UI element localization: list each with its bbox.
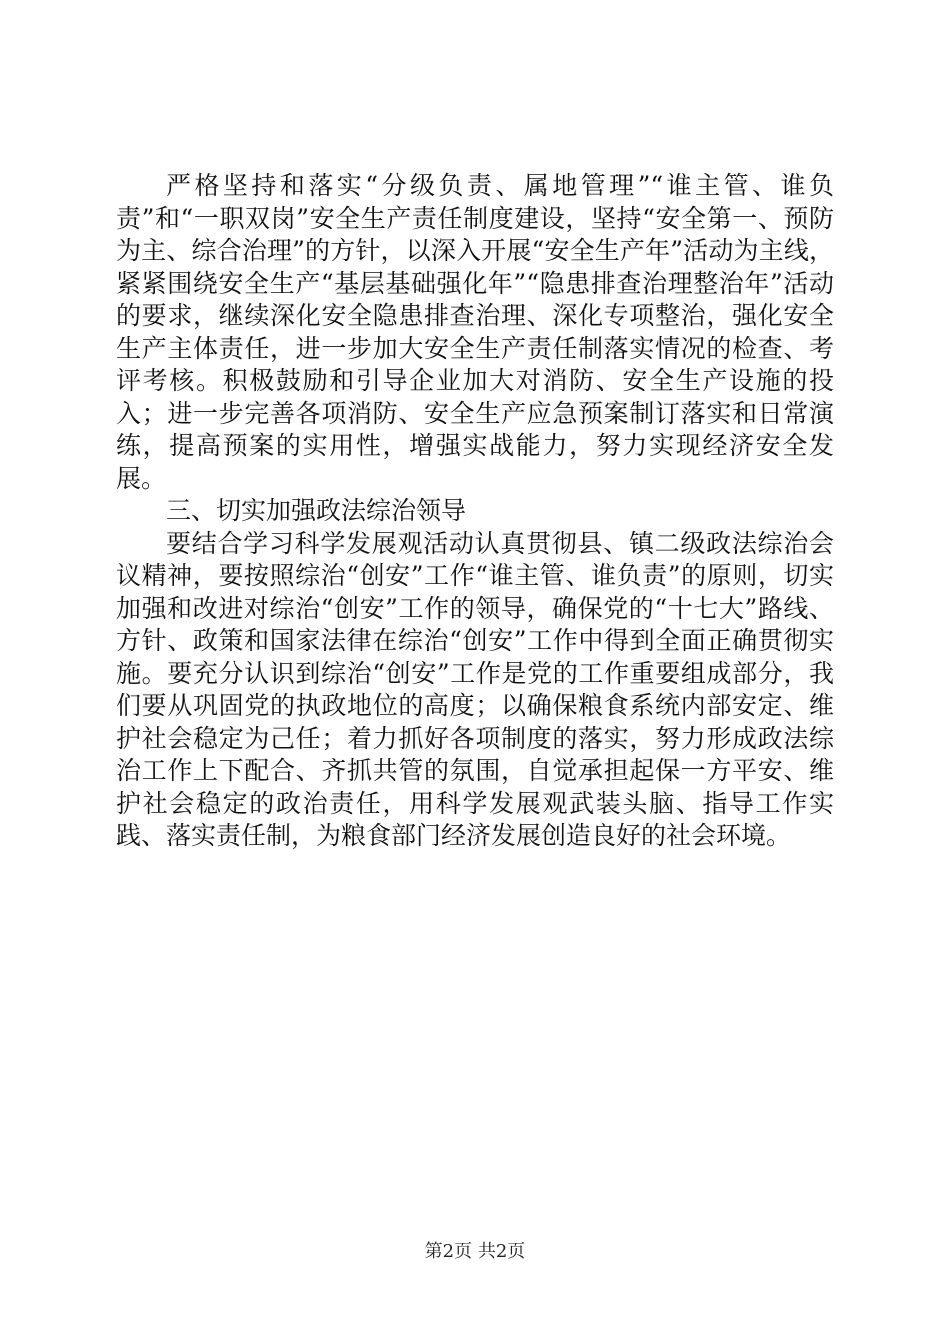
page-footer (0, 1240, 950, 1264)
page-number-label: 第2页 共2页 (424, 1241, 526, 1262)
paragraph-political-legal: 要结合学习科学发展观活动认真贯彻县、镇二级政法综治会议精神，要按照综治“创安”工作“谁主管、谁负责”的原则，切实加强和改进对综治“创安”工作的领导，确保党的“十七大”路线、方针、政策和国家法律在综治“创安”工作中得到全面正确贯彻实施。要充分认识到综治“创安”工作是党的工作重要组成部分，我们要从巩固党的执政地位的高度；以确保粮食系统内部安定、维护社会稳定为己任；着力抓好各项制度的落实，努力形成政法综治工作上下配合、齐抓共管的氛围，自觉承担起保一方平安、维护社会稳定的政治责任，用科学发展观武装头脑、指导工作实践、落实责任制，为粮食部门经济发展创造良好的社会环境。 (116, 528, 834, 850)
section-heading: 三、切实加强政法综治领导 (166, 496, 467, 525)
paragraph-safety-production: 严格坚持和落实“分级负责、属地管理”“谁主管、谁负责”和“一职双岗”安全生产责任制度建设，坚持“安全第一、预防为主、综合治理”的方针，以深入开展“安全生产年”活动为主线，紧紧围绕安全生产“基层基础强化年”“隐患排查治理整治年”活动的要求，继续深化安全隐患排查治理、深化专项整治，强化安全生产主体责任，进一步加大安全生产责任制落实情况的检查、考评考核。积极鼓励和引导企业加大对消防、安全生产设施的投入；进一步完善各项消防、安全生产应急预案制订落实和日常演练，提高预案的实用性，增强实战能力，努力实现经济安全发展。 (116, 171, 834, 493)
document-body (116, 170, 834, 853)
